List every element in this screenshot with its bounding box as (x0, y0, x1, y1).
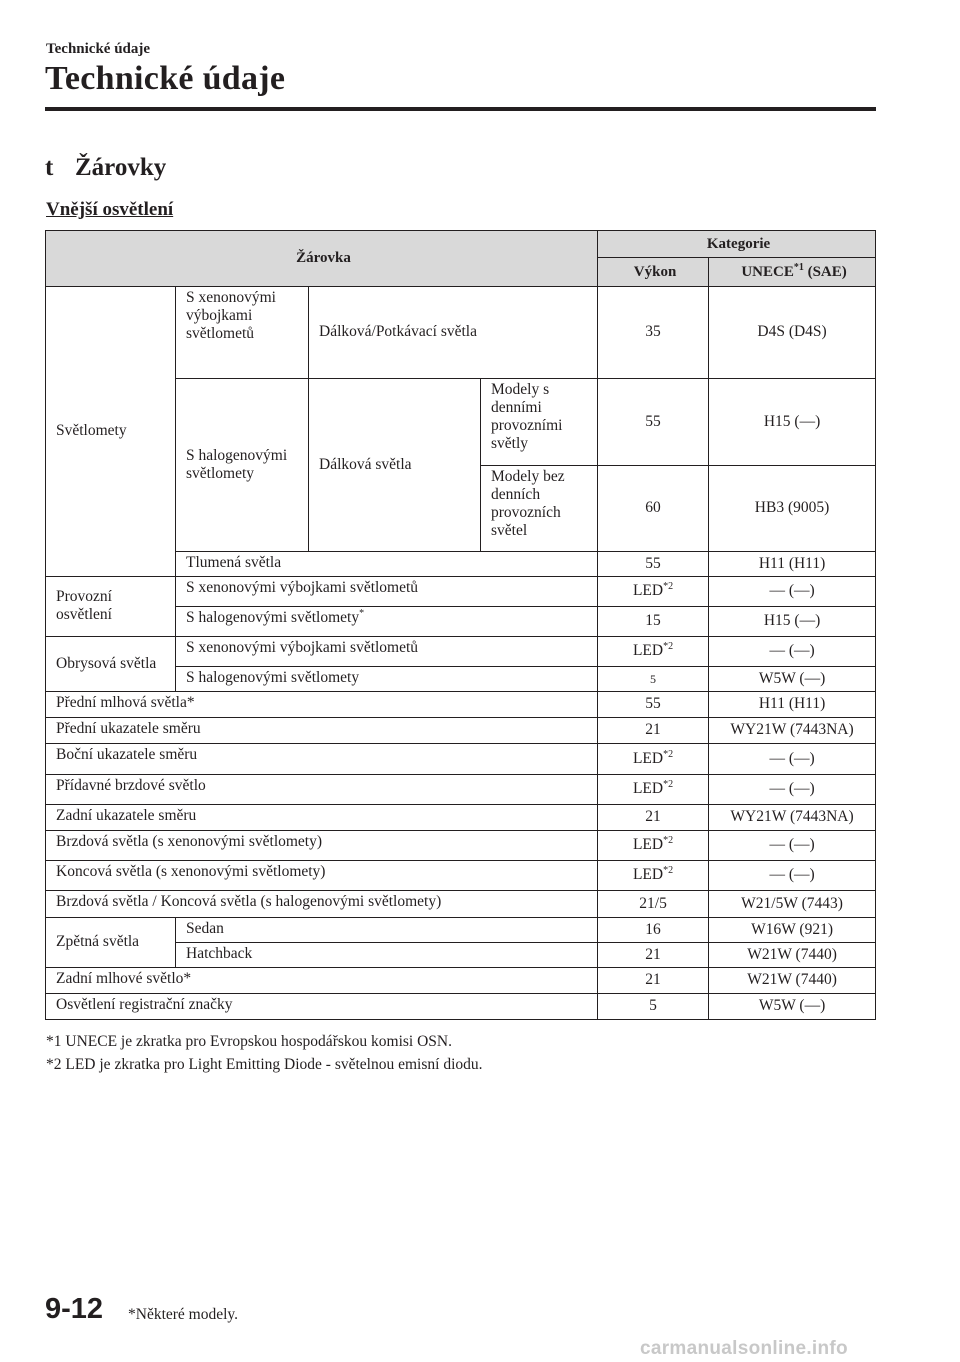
svetlomety-nodrl-power: 60 (598, 466, 709, 552)
table-row (46, 287, 876, 379)
row-power: 21 (598, 805, 709, 831)
row-label: Zadní mlhové světlo* (46, 968, 598, 994)
row-power: 21/5 (598, 891, 709, 918)
obrysova-halogen-power: 5 (598, 667, 709, 692)
svetlomety-xenon-unece: D4S (D4S) (709, 287, 876, 379)
svetlomety-halogen-label: S halogenovými světlomety (176, 379, 309, 552)
svetlomety-drl-unece: H15 (—) (709, 379, 876, 466)
row-power: LED$^{*2}$ (598, 744, 709, 775)
row-unece: — (—) (709, 775, 876, 805)
zpetna-sedan-unece: W16W (921) (709, 918, 876, 943)
svetlomety-nodrl-label: Modely bez denních provozních světel (481, 466, 598, 552)
table-row (46, 577, 876, 607)
svetlomety-low-power: 55 (598, 552, 709, 577)
svetlomety-drl-power: 55 (598, 379, 709, 466)
svetlomety-xenon-power: 35 (598, 287, 709, 379)
obrysova-label: Obrysová světla (46, 637, 176, 692)
obrysova-halogen-unece: W5W (—) (709, 667, 876, 692)
running-head: Technické údaje (46, 41, 151, 57)
row-label: Brzdová světla (s xenonovými světlomety) (46, 831, 598, 861)
row-power: 21 (598, 968, 709, 994)
page-title: Technické údaje (45, 60, 286, 97)
header-unece: UNECE$^{*1}$ (SAE) (709, 258, 876, 287)
row-unece: W21/5W (7443) (709, 891, 876, 918)
sub-heading: Vnější osvětlení (46, 199, 174, 220)
title-rule (45, 107, 876, 111)
zpetna-sedan-label: Sedan (176, 918, 598, 943)
zpetna-hatch-unece: W21W (7440) (709, 943, 876, 968)
svetlomety-xenon-type: Dálková/Potkávací světla (309, 287, 598, 379)
row-power: LED$^{*2}$ (598, 775, 709, 805)
table-row (46, 861, 876, 891)
obrysova-xenon-unece: — (—) (709, 637, 876, 667)
table-row (46, 744, 876, 775)
row-unece: — (—) (709, 861, 876, 891)
provozni-halogen-label: S halogenovými světlomety* (176, 607, 598, 637)
footnote: *2 LED je zkratka pro Light Emitting Diode - světelnou emisní diodu. (46, 1056, 483, 1073)
row-label: Boční ukazatele směru (46, 744, 598, 775)
provozni-halogen-unece: H15 (—) (709, 607, 876, 637)
provozni-xenon-unece: — (—) (709, 577, 876, 607)
watermark: carmanualsonline.info (640, 1338, 848, 1359)
row-power: 5 (598, 994, 709, 1020)
section-heading (45, 154, 166, 182)
row-label: Zadní ukazatele směru (46, 805, 598, 831)
header-kategorie: Kategorie (598, 231, 876, 258)
provozni-halogen-power: 15 (598, 607, 709, 637)
table-row (46, 775, 876, 805)
zpetna-hatch-power: 21 (598, 943, 709, 968)
zpetna-sedan-power: 16 (598, 918, 709, 943)
row-unece: WY21W (7443NA) (709, 718, 876, 744)
zpetna-hatch-label: Hatchback (176, 943, 598, 968)
row-power: LED$^{*2}$ (598, 861, 709, 891)
svetlomety-drl-label: Modely s denními provozními světly (481, 379, 598, 466)
table-row (46, 918, 876, 943)
obrysova-halogen-label: S halogenovými světlomety (176, 667, 598, 692)
svetlomety-nodrl-unece: HB3 (9005) (709, 466, 876, 552)
row-label: Přední ukazatele směru (46, 718, 598, 744)
table-header-row (46, 231, 876, 258)
svetlomety-low-unece: H11 (H11) (709, 552, 876, 577)
row-unece: — (—) (709, 744, 876, 775)
row-unece: H11 (H11) (709, 692, 876, 718)
provozni-xenon-label: S xenonovými výbojkami světlometů (176, 577, 598, 607)
obrysova-xenon-label: S xenonovými výbojkami světlometů (176, 637, 598, 667)
footnote: *1 UNECE je zkratka pro Evropskou hospodářskou komisi OSN. (46, 1033, 452, 1050)
row-unece: — (—) (709, 831, 876, 861)
svetlomety-label: Světlomety (46, 287, 176, 577)
section-heading-text: Žárovky (75, 154, 167, 181)
table-row (46, 968, 876, 994)
page-number: 9-12 (45, 1293, 104, 1325)
row-label: Koncová světla (s xenonovými světlomety) (46, 861, 598, 891)
row-unece: W5W (—) (709, 994, 876, 1020)
row-power: LED$^{*2}$ (598, 831, 709, 861)
svetlomety-halogen-type: Dálková světla (309, 379, 481, 552)
table-row (46, 692, 876, 718)
row-label: Přídavné brzdové světlo (46, 775, 598, 805)
table-row (46, 891, 876, 918)
section-bullet-icon: t (45, 154, 54, 181)
row-power: 21 (598, 718, 709, 744)
row-label: Osvětlení registrační značky (46, 994, 598, 1020)
row-unece: W21W (7440) (709, 968, 876, 994)
obrysova-xenon-power: LED$^{*2}$ (598, 637, 709, 667)
header-vykon: Výkon (598, 258, 709, 287)
header-zarovka: Žárovka (46, 231, 598, 287)
provozni-xenon-power: LED$^{*2}$ (598, 577, 709, 607)
table-row (46, 805, 876, 831)
row-label: Přední mlhová světla* (46, 692, 598, 718)
row-unece: WY21W (7443NA) (709, 805, 876, 831)
provozni-label: Provozní osvětlení (46, 577, 176, 637)
footnotes (46, 1030, 483, 1076)
table-row (46, 718, 876, 744)
bulb-spec-table (45, 230, 876, 1020)
row-power: 55 (598, 692, 709, 718)
svetlomety-xenon-label: S xenonovými výbojkami světlometů (176, 287, 309, 379)
row-label: Brzdová světla / Koncová světla (s halogenovými světlomety) (46, 891, 598, 918)
table-row (46, 831, 876, 861)
zpetna-label: Zpětná světla (46, 918, 176, 968)
svetlomety-low-label: Tlumená světla (176, 552, 598, 577)
page-footer-note: *Některé modely. (128, 1306, 239, 1323)
table-row (46, 994, 876, 1020)
table-row (46, 637, 876, 667)
